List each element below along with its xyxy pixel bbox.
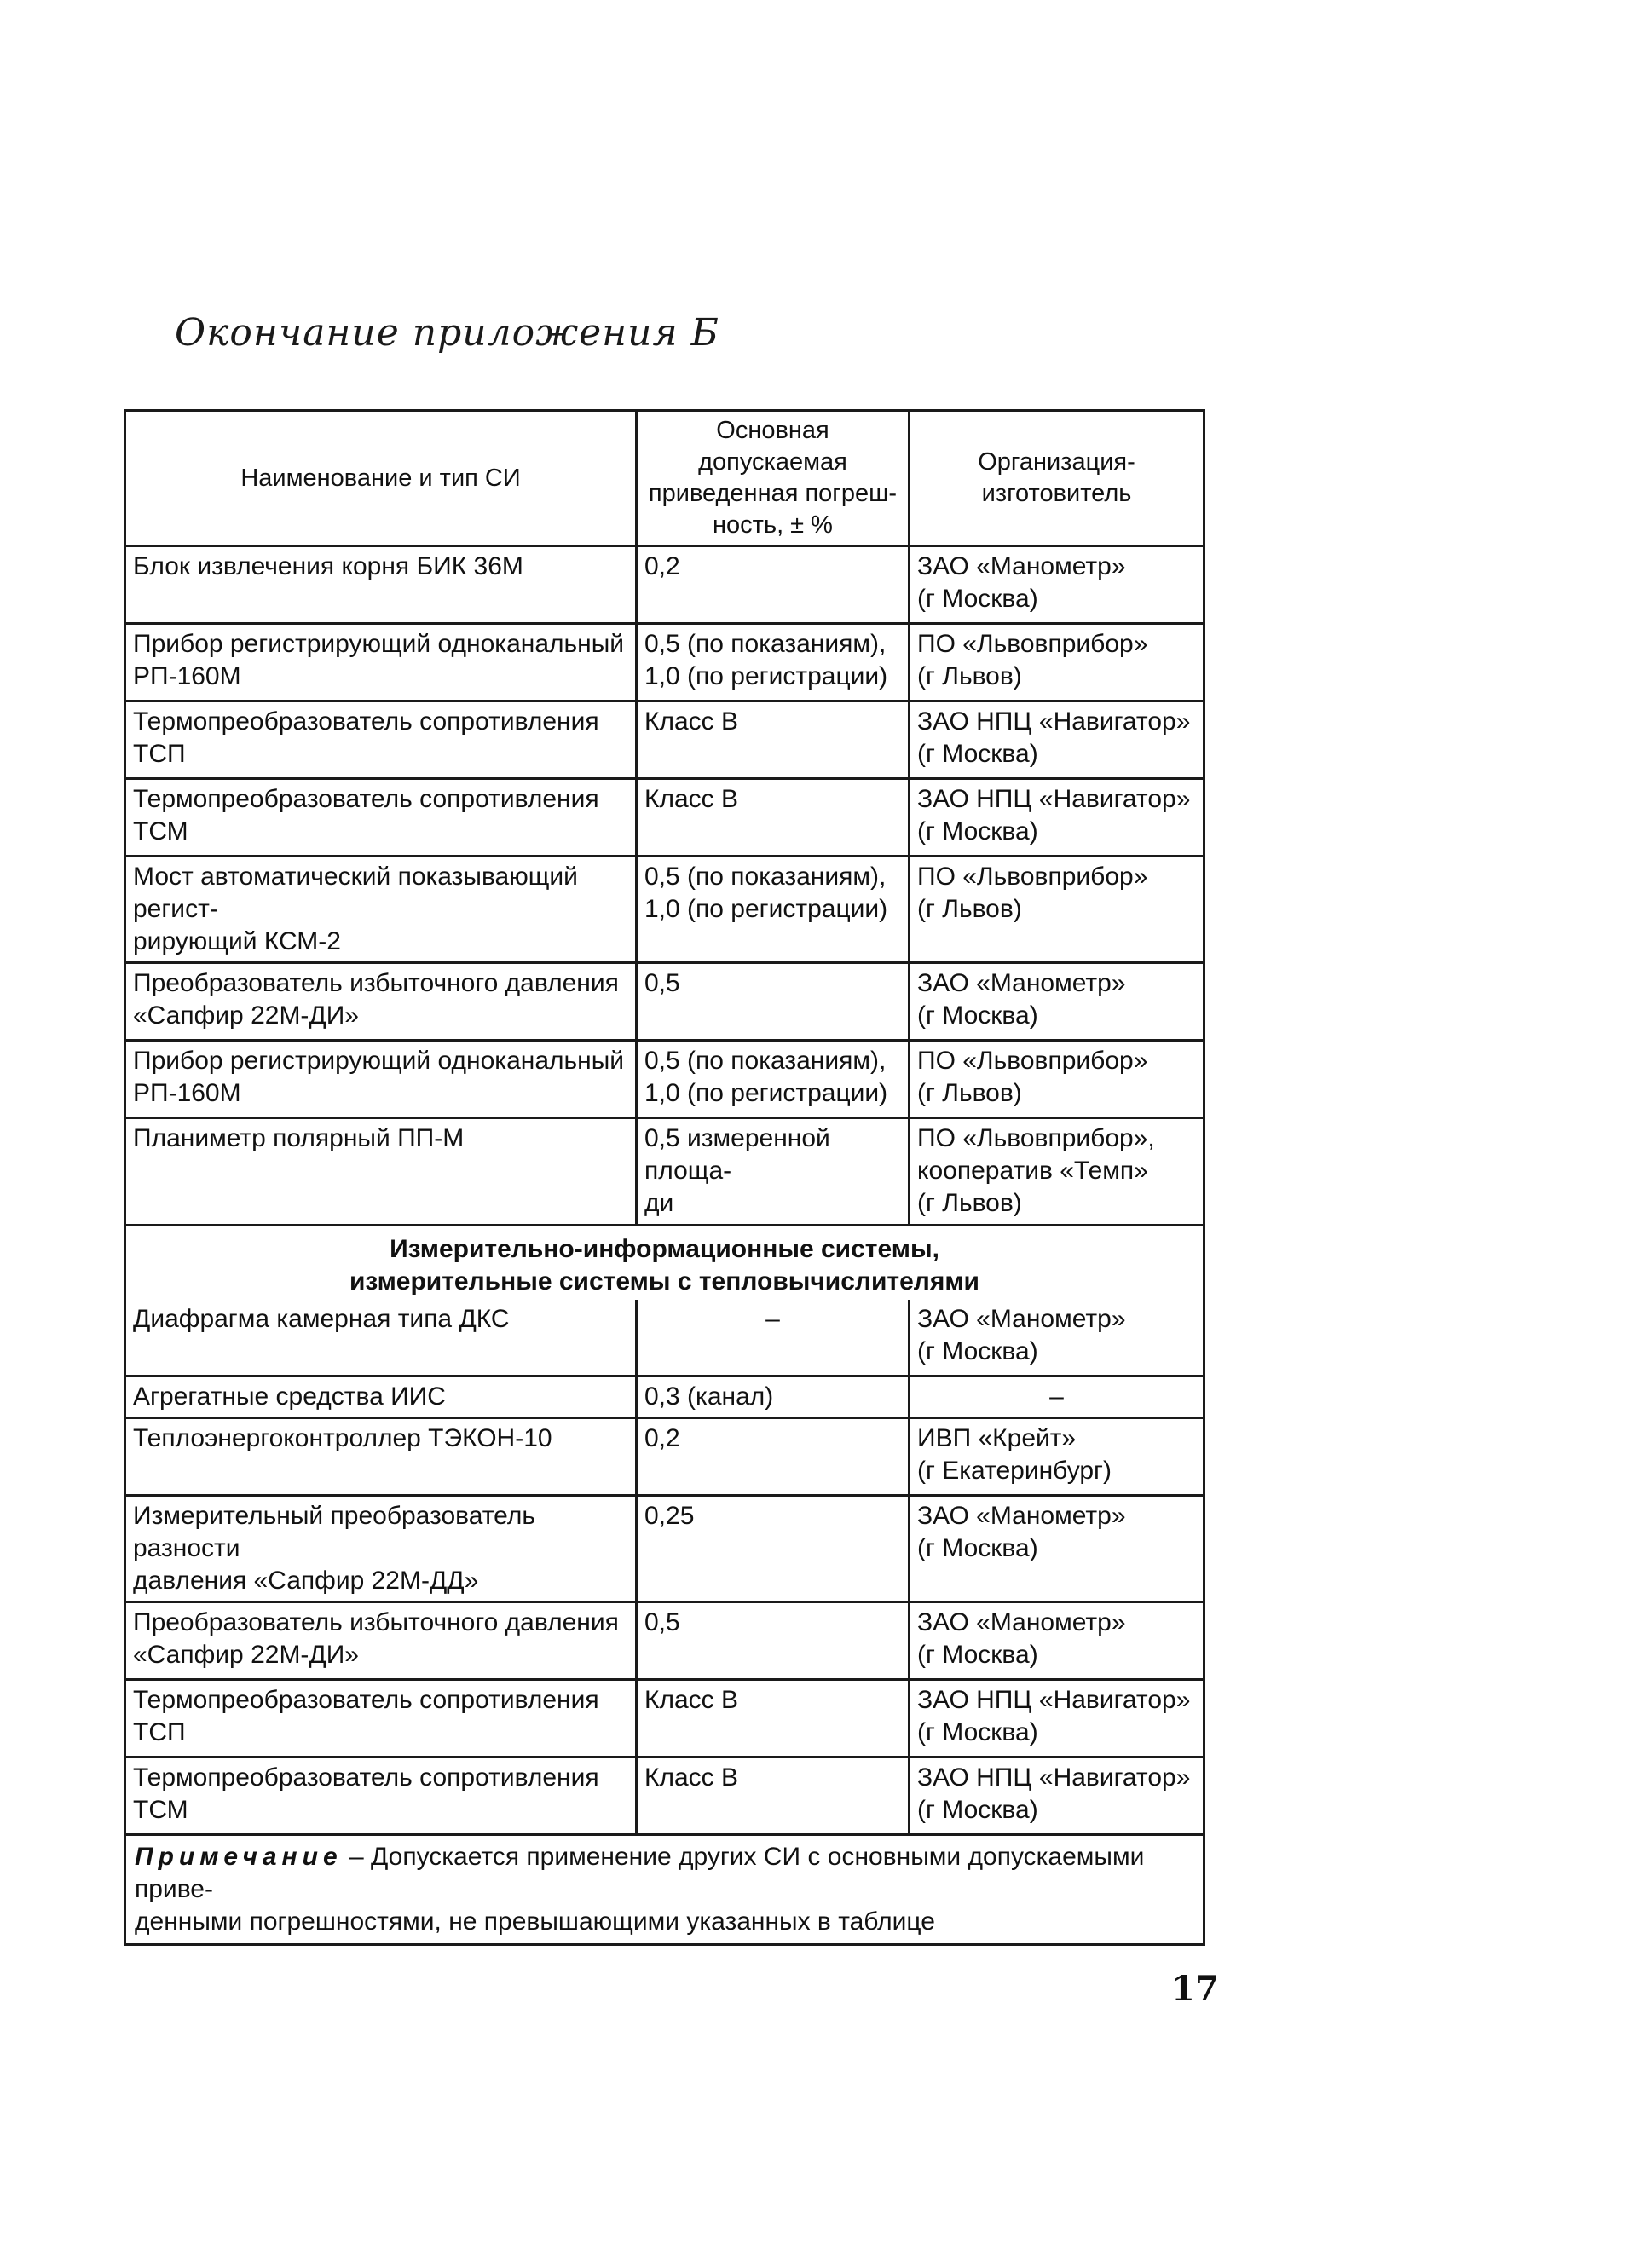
cell-text: (г Екатеринбург) [917,1457,1112,1485]
note-text-line1: – Допускается применение других СИ с основными допускаемыми приве- [135,1843,1145,1903]
cell-text: Планиметр полярный ПП-М [133,1124,465,1152]
cell-text: Термопреобразователь сопротивления ТСП [133,707,599,768]
cell-name [125,1680,637,1757]
cell-error [637,624,910,701]
cell-organization [910,1041,1204,1118]
cell-text: 0,5 [644,1608,680,1636]
cell-text: – [765,1305,780,1333]
cell-text: 0,2 [644,552,680,580]
cell-text: (г Москва) [917,1796,1038,1824]
table-row [125,779,1204,857]
cell-name [125,546,637,624]
cell-text: Диафрагма камерная типа ДКС [133,1305,510,1333]
cell-name [125,1496,637,1602]
header-error [637,411,910,546]
header-name-text: Наименование и тип СИ [240,464,521,492]
cell-text: (г Москва) [917,585,1038,613]
cell-name [125,1300,637,1376]
cell-text: Термопреобразователь сопротивления ТСМ [133,1763,599,1824]
cell-text: 0,5 [644,969,680,997]
cell-text: РП-160М [133,662,241,690]
cell-text: (г Москва) [917,1641,1038,1669]
cell-error [637,1041,910,1118]
table-row [125,701,1204,779]
cell-text: кооператив «Темп» [917,1157,1148,1185]
cell-text: (г Москва) [917,740,1038,768]
table-row [125,546,1204,624]
cell-organization [910,779,1204,857]
cell-organization [910,1602,1204,1680]
cell-organization [910,1118,1204,1226]
cell-text: 0,2 [644,1424,680,1452]
cell-text: ПО «Львовприбор» [917,1047,1148,1075]
cell-text: Класс В [644,1763,739,1792]
table-row [125,963,1204,1041]
cell-name [125,1602,637,1680]
cell-text: Класс В [644,785,739,813]
cell-text: Мост автоматический показывающий регист- [133,863,578,923]
table-row [125,1376,1204,1418]
table-note [125,1835,1204,1945]
table-row [125,1496,1204,1602]
cell-text: 0,25 [644,1502,695,1530]
cell-text: Блок извлечения корня БИК 36М [133,552,523,580]
cell-text: ИВП «Крейт» [917,1424,1077,1452]
cell-text: 0,3 (канал) [644,1382,774,1411]
cell-text: ПО «Львовприбор», [917,1124,1155,1152]
cell-text: – [1049,1382,1064,1411]
cell-text: Агрегатные средства ИИС [133,1382,446,1411]
cell-error [637,1680,910,1757]
cell-name [125,963,637,1041]
cell-text: ПО «Львовприбор» [917,630,1148,658]
cell-name [125,1376,637,1418]
cell-error [637,857,910,963]
note-label: Примечание [135,1843,343,1871]
cell-organization [910,1680,1204,1757]
cell-error [637,1376,910,1418]
note-text-line2: денными погрешностями, не превышающими указанных в таблице [135,1907,935,1936]
table-row [125,1602,1204,1680]
cell-text: 1,0 (по регистрации) [644,895,888,923]
cell-text: ЗАО НПЦ «Навигатор» [917,707,1191,736]
page-number: 17 [1171,1969,1219,2009]
cell-name [125,1118,637,1226]
cell-text: Прибор регистрирующий одноканальный [133,630,625,658]
header-org-line2: изготовитель [981,480,1132,507]
header-name [125,411,637,546]
cell-text: 0,5 (по показаниям), [644,630,887,658]
cell-text: «Сапфир 22М-ДИ» [133,1641,359,1669]
table-row [125,624,1204,701]
cell-organization [910,1496,1204,1602]
section-heading-line1: Измерительно-информационные системы, [390,1235,939,1263]
cell-text: 0,5 (по показаниям), [644,1047,887,1075]
cell-error [637,779,910,857]
header-error-line2: приведенная погреш- [648,480,898,507]
cell-organization [910,701,1204,779]
cell-text: ЗАО «Манометр» [917,1305,1126,1333]
cell-organization [910,1757,1204,1835]
cell-text: ЗАО «Манометр» [917,969,1126,997]
cell-organization [910,857,1204,963]
table-note-row [125,1835,1204,1945]
cell-text: (г Львов) [917,895,1022,923]
cell-organization [910,546,1204,624]
cell-text: (г Львов) [917,1189,1022,1217]
cell-text: Преобразователь избыточного давления [133,969,619,997]
cell-text: ЗАО «Манометр» [917,1502,1126,1530]
cell-error [637,1757,910,1835]
table-row [125,1041,1204,1118]
cell-text: ЗАО «Манометр» [917,1608,1126,1636]
cell-name [125,1041,637,1118]
cell-text: Прибор регистрирующий одноканальный [133,1047,625,1075]
cell-text: ЗАО НПЦ «Навигатор» [917,1763,1191,1792]
cell-organization [910,1376,1204,1418]
cell-error [637,546,910,624]
cell-text: рирующий КСМ-2 [133,927,341,955]
cell-name [125,779,637,857]
cell-organization [910,1300,1204,1376]
table-header-row [125,411,1204,546]
table-row [125,1118,1204,1226]
cell-name [125,1418,637,1496]
cell-text: ЗАО НПЦ «Навигатор» [917,1686,1191,1714]
header-error-line3: ность, ± % [713,511,833,539]
table-row [125,1418,1204,1496]
cell-name [125,624,637,701]
instruments-table [124,409,1205,1946]
table-row [125,857,1204,963]
cell-text: ЗАО НПЦ «Навигатор» [917,785,1191,813]
cell-text: 0,5 измеренной площа- [644,1124,830,1185]
cell-text: Теплоэнергоконтроллер ТЭКОН-10 [133,1424,552,1452]
header-organization [910,411,1204,546]
cell-text: Класс В [644,1686,739,1714]
cell-organization [910,1418,1204,1496]
cell-text: «Сапфир 22М-ДИ» [133,1001,359,1030]
cell-text: 1,0 (по регистрации) [644,1079,888,1107]
cell-error [637,701,910,779]
cell-text: 0,5 (по показаниям), [644,863,887,891]
cell-error [637,1418,910,1496]
cell-text: РП-160М [133,1079,241,1107]
cell-error [637,963,910,1041]
cell-name [125,1757,637,1835]
cell-text: 1,0 (по регистрации) [644,662,888,690]
cell-text: (г Москва) [917,1337,1038,1365]
cell-text: (г Москва) [917,817,1038,845]
cell-error [637,1602,910,1680]
cell-text: ЗАО «Манометр» [917,552,1126,580]
cell-text: ди [644,1189,674,1217]
cell-organization [910,624,1204,701]
cell-error [637,1300,910,1376]
cell-text: ПО «Львовприбор» [917,863,1148,891]
section-heading [125,1226,1204,1301]
cell-text: (г Москва) [917,1718,1038,1746]
cell-text: давления «Сапфир 22М-ДД» [133,1567,479,1595]
cell-error [637,1118,910,1226]
cell-text: Преобразователь избыточного давления [133,1608,619,1636]
appendix-heading: Окончание приложения Б [175,311,719,355]
header-error-line1: Основная допускаемая [698,417,847,476]
cell-text: Класс В [644,707,739,736]
cell-text: Измерительный преобразователь разности [133,1502,535,1562]
cell-text: (г Львов) [917,1079,1022,1107]
cell-text: Термопреобразователь сопротивления ТСП [133,1686,599,1746]
cell-text: (г Львов) [917,662,1022,690]
header-org-line1: Организация- [978,448,1135,476]
cell-text: (г Москва) [917,1534,1038,1562]
cell-text: (г Москва) [917,1001,1038,1030]
table-row [125,1680,1204,1757]
section-heading-line2: измерительные системы с тепловычислителями [349,1267,979,1296]
section-heading-row [125,1226,1204,1301]
cell-organization [910,963,1204,1041]
table-row [125,1757,1204,1835]
table-row [125,1300,1204,1376]
cell-name [125,701,637,779]
cell-name [125,857,637,963]
cell-error [637,1496,910,1602]
cell-text: Термопреобразователь сопротивления ТСМ [133,785,599,845]
